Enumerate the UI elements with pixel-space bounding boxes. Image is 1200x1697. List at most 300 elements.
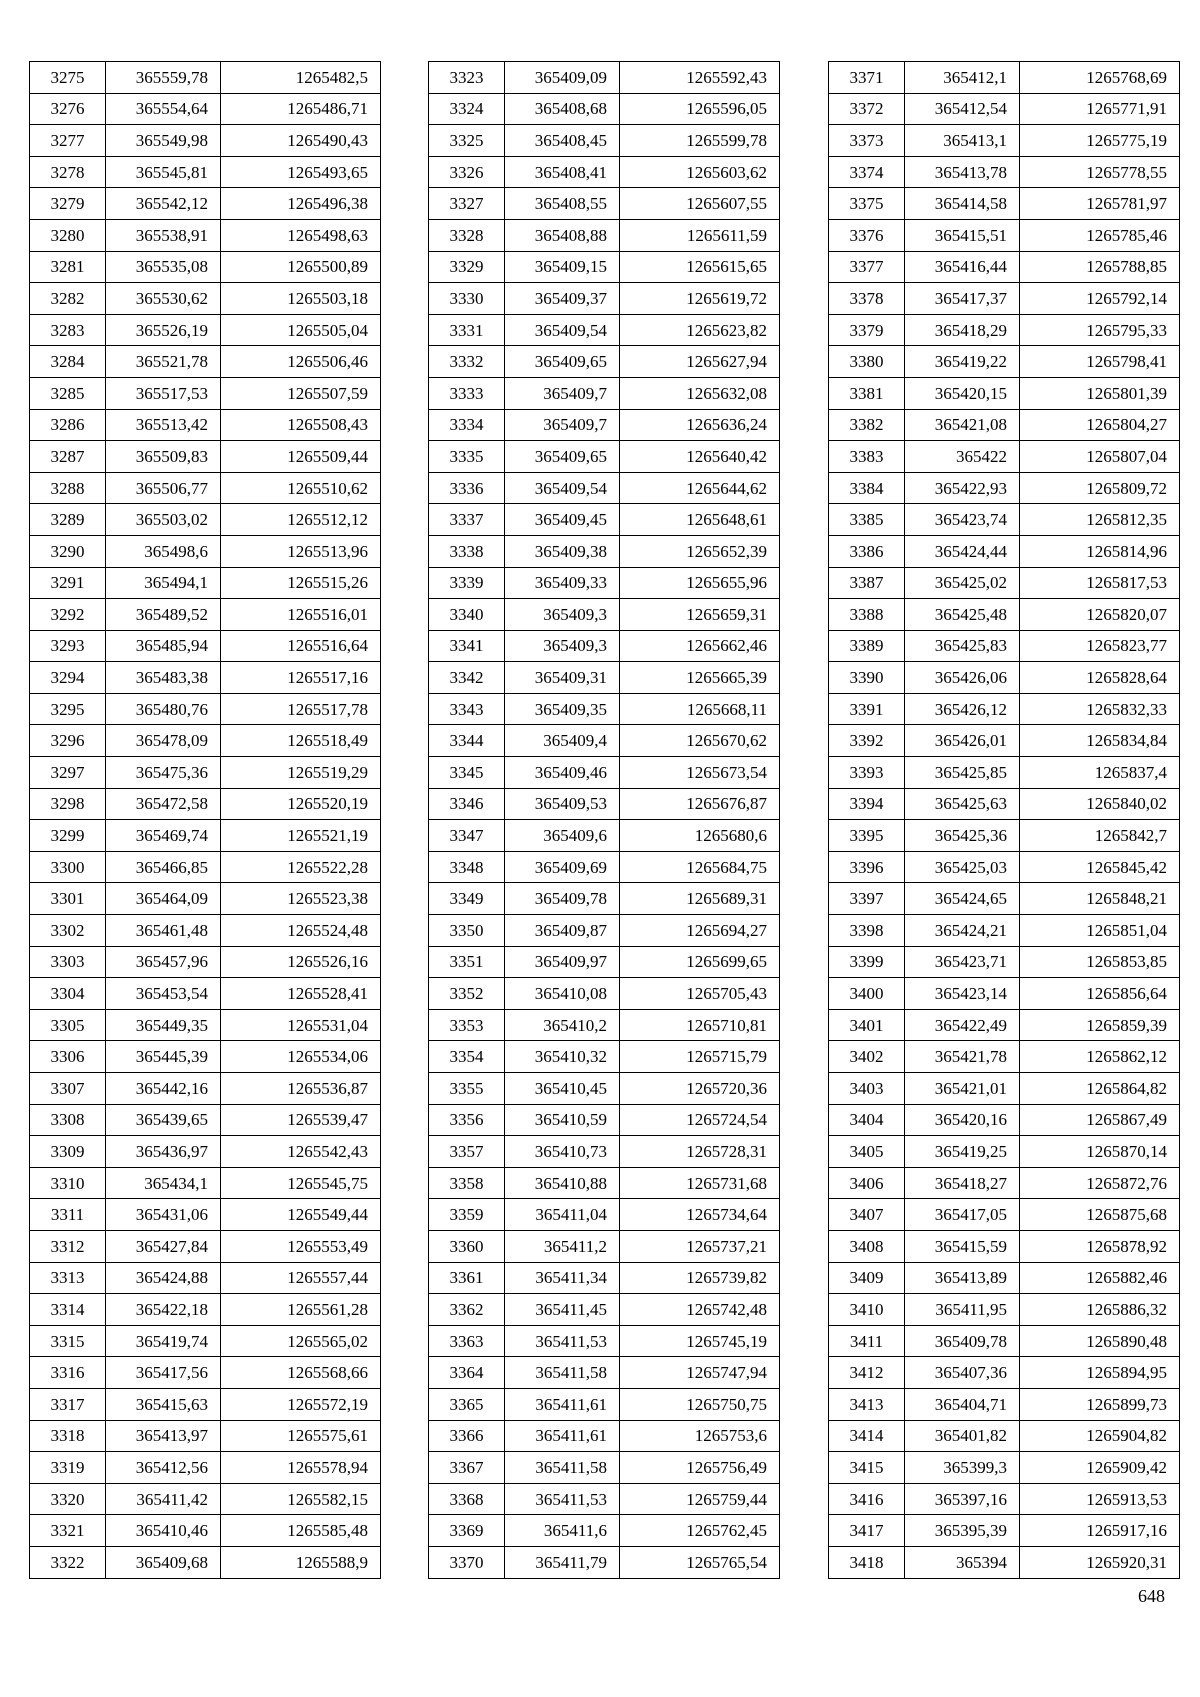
y-coordinate-cell: 1265565,02 (221, 1325, 381, 1357)
x-coordinate-cell: 365449,35 (106, 1009, 221, 1041)
point-number-cell: 3332 (429, 346, 505, 378)
y-coordinate-cell: 1265553,49 (221, 1230, 381, 1262)
y-coordinate-cell: 1265508,43 (221, 409, 381, 441)
table-row (829, 693, 1180, 725)
x-coordinate-cell: 365418,27 (905, 1167, 1020, 1199)
y-coordinate-cell: 1265644,62 (620, 472, 780, 504)
point-number-cell: 3305 (30, 1009, 106, 1041)
y-coordinate-cell: 1265872,76 (1020, 1167, 1180, 1199)
y-coordinate-cell: 1265536,87 (221, 1073, 381, 1105)
y-coordinate-cell: 1265498,63 (221, 219, 381, 251)
x-coordinate-cell: 365424,21 (905, 915, 1020, 947)
table-row (429, 1199, 780, 1231)
point-number-cell: 3316 (30, 1357, 106, 1389)
point-number-cell: 3297 (30, 757, 106, 789)
y-coordinate-cell: 1265545,75 (221, 1167, 381, 1199)
y-coordinate-cell: 1265756,49 (620, 1452, 780, 1484)
y-coordinate-cell: 1265778,55 (1020, 156, 1180, 188)
table-row (829, 283, 1180, 315)
point-number-cell: 3373 (829, 125, 905, 157)
y-coordinate-cell: 1265607,55 (620, 188, 780, 220)
table-row (429, 1388, 780, 1420)
table-row (30, 219, 381, 251)
table-row (829, 314, 1180, 346)
x-coordinate-cell: 365409,45 (505, 504, 620, 536)
point-number-cell: 3379 (829, 314, 905, 346)
point-number-cell: 3275 (30, 62, 106, 94)
y-coordinate-cell: 1265788,85 (1020, 251, 1180, 283)
x-coordinate-cell: 365485,94 (106, 630, 221, 662)
point-number-cell: 3404 (829, 1104, 905, 1136)
point-number-cell: 3411 (829, 1325, 905, 1357)
point-number-cell: 3378 (829, 283, 905, 315)
point-number-cell: 3356 (429, 1104, 505, 1136)
point-number-cell: 3285 (30, 377, 106, 409)
y-coordinate-cell: 1265512,12 (221, 504, 381, 536)
x-coordinate-cell: 365559,78 (106, 62, 221, 94)
point-number-cell: 3302 (30, 915, 106, 947)
table-row (429, 156, 780, 188)
table-row (429, 1452, 780, 1484)
table-row (829, 851, 1180, 883)
point-number-cell: 3353 (429, 1009, 505, 1041)
x-coordinate-cell: 365407,36 (905, 1357, 1020, 1389)
x-coordinate-cell: 365411,34 (505, 1262, 620, 1294)
table-row (429, 346, 780, 378)
table-body (429, 62, 780, 1579)
x-coordinate-cell: 365472,58 (106, 788, 221, 820)
x-coordinate-cell: 365517,53 (106, 377, 221, 409)
x-coordinate-cell: 365409,65 (505, 346, 620, 378)
table-row (429, 62, 780, 94)
point-number-cell: 3403 (829, 1073, 905, 1105)
point-number-cell: 3337 (429, 504, 505, 536)
y-coordinate-cell: 1265513,96 (221, 535, 381, 567)
x-coordinate-cell: 365509,83 (106, 441, 221, 473)
y-coordinate-cell: 1265739,82 (620, 1262, 780, 1294)
x-coordinate-cell: 365408,68 (505, 93, 620, 125)
y-coordinate-cell: 1265862,12 (1020, 1041, 1180, 1073)
y-coordinate-cell: 1265728,31 (620, 1136, 780, 1168)
x-coordinate-cell: 365411,61 (505, 1388, 620, 1420)
table-row (829, 251, 1180, 283)
table-row (829, 1073, 1180, 1105)
x-coordinate-cell: 365469,74 (106, 820, 221, 852)
y-coordinate-cell: 1265864,82 (1020, 1073, 1180, 1105)
x-coordinate-cell: 365424,88 (106, 1262, 221, 1294)
x-coordinate-cell: 365439,65 (106, 1104, 221, 1136)
table-row (30, 1515, 381, 1547)
y-coordinate-cell: 1265516,01 (221, 599, 381, 631)
table-row (829, 504, 1180, 536)
y-coordinate-cell: 1265486,71 (221, 93, 381, 125)
y-coordinate-cell: 1265875,68 (1020, 1199, 1180, 1231)
table-row (30, 283, 381, 315)
y-coordinate-cell: 1265518,49 (221, 725, 381, 757)
table-row (829, 1294, 1180, 1326)
point-number-cell: 3281 (30, 251, 106, 283)
y-coordinate-cell: 1265596,05 (620, 93, 780, 125)
table-row (829, 1136, 1180, 1168)
point-number-cell: 3327 (429, 188, 505, 220)
point-number-cell: 3388 (829, 599, 905, 631)
x-coordinate-cell: 365457,96 (106, 946, 221, 978)
y-coordinate-cell: 1265611,59 (620, 219, 780, 251)
y-coordinate-cell: 1265842,7 (1020, 820, 1180, 852)
y-coordinate-cell: 1265920,31 (1020, 1546, 1180, 1578)
table-row (30, 1073, 381, 1105)
point-number-cell: 3329 (429, 251, 505, 283)
y-coordinate-cell: 1265676,87 (620, 788, 780, 820)
x-coordinate-cell: 365411,53 (505, 1325, 620, 1357)
y-coordinate-cell: 1265534,06 (221, 1041, 381, 1073)
point-number-cell: 3396 (829, 851, 905, 883)
point-number-cell: 3360 (429, 1230, 505, 1262)
point-number-cell: 3412 (829, 1357, 905, 1389)
table-row (429, 851, 780, 883)
x-coordinate-cell: 365411,95 (905, 1294, 1020, 1326)
y-coordinate-cell: 1265506,46 (221, 346, 381, 378)
point-number-cell: 3368 (429, 1483, 505, 1515)
point-number-cell: 3370 (429, 1546, 505, 1578)
table-row (829, 1167, 1180, 1199)
table-row (30, 346, 381, 378)
point-number-cell: 3299 (30, 820, 106, 852)
table-row (429, 377, 780, 409)
point-number-cell: 3371 (829, 62, 905, 94)
table-row (30, 377, 381, 409)
x-coordinate-cell: 365409,09 (505, 62, 620, 94)
table-row (429, 535, 780, 567)
y-coordinate-cell: 1265840,02 (1020, 788, 1180, 820)
x-coordinate-cell: 365409,3 (505, 630, 620, 662)
x-coordinate-cell: 365425,03 (905, 851, 1020, 883)
point-number-cell: 3363 (429, 1325, 505, 1357)
y-coordinate-cell: 1265640,42 (620, 441, 780, 473)
point-number-cell: 3346 (429, 788, 505, 820)
x-coordinate-cell: 365421,08 (905, 409, 1020, 441)
x-coordinate-cell: 365419,25 (905, 1136, 1020, 1168)
x-coordinate-cell: 365483,38 (106, 662, 221, 694)
point-number-cell: 3361 (429, 1262, 505, 1294)
table-row (30, 662, 381, 694)
x-coordinate-cell: 365420,16 (905, 1104, 1020, 1136)
point-number-cell: 3304 (30, 978, 106, 1010)
point-number-cell: 3288 (30, 472, 106, 504)
table-row (429, 251, 780, 283)
y-coordinate-cell: 1265734,64 (620, 1199, 780, 1231)
table-row (829, 62, 1180, 94)
point-number-cell: 3401 (829, 1009, 905, 1041)
table-row (429, 883, 780, 915)
x-coordinate-cell: 365426,06 (905, 662, 1020, 694)
x-coordinate-cell: 365453,54 (106, 978, 221, 1010)
point-number-cell: 3328 (429, 219, 505, 251)
point-number-cell: 3406 (829, 1167, 905, 1199)
y-coordinate-cell: 1265648,61 (620, 504, 780, 536)
x-coordinate-cell: 365535,08 (106, 251, 221, 283)
table-row (429, 630, 780, 662)
x-coordinate-cell: 365411,42 (106, 1483, 221, 1515)
x-coordinate-cell: 365395,39 (905, 1515, 1020, 1547)
y-coordinate-cell: 1265507,59 (221, 377, 381, 409)
x-coordinate-cell: 365427,84 (106, 1230, 221, 1262)
y-coordinate-cell: 1265817,53 (1020, 567, 1180, 599)
table-row (30, 409, 381, 441)
table-body (30, 62, 381, 1579)
y-coordinate-cell: 1265516,64 (221, 630, 381, 662)
point-number-cell: 3369 (429, 1515, 505, 1547)
y-coordinate-cell: 1265801,39 (1020, 377, 1180, 409)
point-number-cell: 3292 (30, 599, 106, 631)
table-row (429, 725, 780, 757)
table-row (829, 409, 1180, 441)
y-coordinate-cell: 1265542,43 (221, 1136, 381, 1168)
y-coordinate-cell: 1265517,16 (221, 662, 381, 694)
point-number-cell: 3318 (30, 1420, 106, 1452)
x-coordinate-cell: 365410,88 (505, 1167, 620, 1199)
y-coordinate-cell: 1265521,19 (221, 820, 381, 852)
table-row (30, 946, 381, 978)
y-coordinate-cell: 1265742,48 (620, 1294, 780, 1326)
x-coordinate-cell: 365526,19 (106, 314, 221, 346)
y-coordinate-cell: 1265904,82 (1020, 1420, 1180, 1452)
x-coordinate-cell: 365422,49 (905, 1009, 1020, 1041)
x-coordinate-cell: 365399,3 (905, 1452, 1020, 1484)
point-number-cell: 3354 (429, 1041, 505, 1073)
point-number-cell: 3417 (829, 1515, 905, 1547)
table-row (30, 1546, 381, 1578)
table-row (829, 1104, 1180, 1136)
x-coordinate-cell: 365426,01 (905, 725, 1020, 757)
table-row (829, 883, 1180, 915)
point-number-cell: 3399 (829, 946, 905, 978)
x-coordinate-cell: 365408,45 (505, 125, 620, 157)
y-coordinate-cell: 1265519,29 (221, 757, 381, 789)
y-coordinate-cell: 1265561,28 (221, 1294, 381, 1326)
y-coordinate-cell: 1265747,94 (620, 1357, 780, 1389)
point-number-cell: 3278 (30, 156, 106, 188)
point-number-cell: 3357 (429, 1136, 505, 1168)
table-row (829, 630, 1180, 662)
table-row (30, 1325, 381, 1357)
table-row (429, 915, 780, 947)
y-coordinate-cell: 1265680,6 (620, 820, 780, 852)
x-coordinate-cell: 365415,51 (905, 219, 1020, 251)
table-row (30, 125, 381, 157)
y-coordinate-cell: 1265582,15 (221, 1483, 381, 1515)
x-coordinate-cell: 365408,41 (505, 156, 620, 188)
y-coordinate-cell: 1265870,14 (1020, 1136, 1180, 1168)
x-coordinate-cell: 365411,61 (505, 1420, 620, 1452)
table-row (829, 1325, 1180, 1357)
x-coordinate-cell: 365409,15 (505, 251, 620, 283)
y-coordinate-cell: 1265662,46 (620, 630, 780, 662)
point-number-cell: 3283 (30, 314, 106, 346)
point-number-cell: 3358 (429, 1167, 505, 1199)
point-number-cell: 3276 (30, 93, 106, 125)
x-coordinate-cell: 365425,85 (905, 757, 1020, 789)
table-row (429, 1073, 780, 1105)
x-coordinate-cell: 365417,56 (106, 1357, 221, 1389)
table-row (30, 978, 381, 1010)
y-coordinate-cell: 1265531,04 (221, 1009, 381, 1041)
point-number-cell: 3349 (429, 883, 505, 915)
x-coordinate-cell: 365415,59 (905, 1230, 1020, 1262)
x-coordinate-cell: 365411,58 (505, 1452, 620, 1484)
y-coordinate-cell: 1265853,85 (1020, 946, 1180, 978)
y-coordinate-cell: 1265652,39 (620, 535, 780, 567)
y-coordinate-cell: 1265882,46 (1020, 1262, 1180, 1294)
y-coordinate-cell: 1265599,78 (620, 125, 780, 157)
point-number-cell: 3387 (829, 567, 905, 599)
point-number-cell: 3317 (30, 1388, 106, 1420)
x-coordinate-cell: 365521,78 (106, 346, 221, 378)
point-number-cell: 3307 (30, 1073, 106, 1105)
y-coordinate-cell: 1265603,62 (620, 156, 780, 188)
x-coordinate-cell: 365410,46 (106, 1515, 221, 1547)
x-coordinate-cell: 365494,1 (106, 567, 221, 599)
point-number-cell: 3279 (30, 188, 106, 220)
x-coordinate-cell: 365513,42 (106, 409, 221, 441)
x-coordinate-cell: 365409,33 (505, 567, 620, 599)
x-coordinate-cell: 365409,97 (505, 946, 620, 978)
point-number-cell: 3314 (30, 1294, 106, 1326)
point-number-cell: 3309 (30, 1136, 106, 1168)
point-number-cell: 3291 (30, 567, 106, 599)
x-coordinate-cell: 365411,79 (505, 1546, 620, 1578)
y-coordinate-cell: 1265851,04 (1020, 915, 1180, 947)
point-number-cell: 3384 (829, 472, 905, 504)
x-coordinate-cell: 365413,89 (905, 1262, 1020, 1294)
x-coordinate-cell: 365408,55 (505, 188, 620, 220)
point-number-cell: 3410 (829, 1294, 905, 1326)
x-coordinate-cell: 365421,01 (905, 1073, 1020, 1105)
point-number-cell: 3311 (30, 1199, 106, 1231)
table-row (429, 1136, 780, 1168)
table-row (30, 820, 381, 852)
table-row (429, 599, 780, 631)
x-coordinate-cell: 365412,56 (106, 1452, 221, 1484)
x-coordinate-cell: 365503,02 (106, 504, 221, 536)
table-row (429, 978, 780, 1010)
x-coordinate-cell: 365422 (905, 441, 1020, 473)
x-coordinate-cell: 365409,6 (505, 820, 620, 852)
table-row (429, 441, 780, 473)
table-row (829, 1483, 1180, 1515)
x-coordinate-cell: 365411,45 (505, 1294, 620, 1326)
point-number-cell: 3320 (30, 1483, 106, 1515)
y-coordinate-cell: 1265522,28 (221, 851, 381, 883)
table-row (30, 1262, 381, 1294)
table-row (30, 1041, 381, 1073)
point-number-cell: 3345 (429, 757, 505, 789)
x-coordinate-cell: 365412,1 (905, 62, 1020, 94)
x-coordinate-cell: 365442,16 (106, 1073, 221, 1105)
y-coordinate-cell: 1265673,54 (620, 757, 780, 789)
x-coordinate-cell: 365464,09 (106, 883, 221, 915)
point-number-cell: 3326 (429, 156, 505, 188)
y-coordinate-cell: 1265668,11 (620, 693, 780, 725)
table-row (429, 125, 780, 157)
point-number-cell: 3348 (429, 851, 505, 883)
y-coordinate-cell: 1265490,43 (221, 125, 381, 157)
table-row (30, 851, 381, 883)
table-row (30, 788, 381, 820)
point-number-cell: 3407 (829, 1199, 905, 1231)
point-number-cell: 3315 (30, 1325, 106, 1357)
point-number-cell: 3319 (30, 1452, 106, 1484)
x-coordinate-cell: 365538,91 (106, 219, 221, 251)
point-number-cell: 3390 (829, 662, 905, 694)
table-row (30, 1294, 381, 1326)
point-number-cell: 3372 (829, 93, 905, 125)
point-number-cell: 3312 (30, 1230, 106, 1262)
point-number-cell: 3339 (429, 567, 505, 599)
table-row (829, 472, 1180, 504)
table-row (829, 725, 1180, 757)
y-coordinate-cell: 1265745,19 (620, 1325, 780, 1357)
y-coordinate-cell: 1265670,62 (620, 725, 780, 757)
table-row (829, 219, 1180, 251)
point-number-cell: 3296 (30, 725, 106, 757)
x-coordinate-cell: 365409,69 (505, 851, 620, 883)
y-coordinate-cell: 1265785,46 (1020, 219, 1180, 251)
x-coordinate-cell: 365409,78 (905, 1325, 1020, 1357)
table-row (829, 1388, 1180, 1420)
table-row (429, 946, 780, 978)
table-row (30, 567, 381, 599)
x-coordinate-cell: 365423,74 (905, 504, 1020, 536)
point-number-cell: 3413 (829, 1388, 905, 1420)
table-row (429, 788, 780, 820)
x-coordinate-cell: 365549,98 (106, 125, 221, 157)
point-number-cell: 3293 (30, 630, 106, 662)
y-coordinate-cell: 1265689,31 (620, 883, 780, 915)
y-coordinate-cell: 1265684,75 (620, 851, 780, 883)
x-coordinate-cell: 365445,39 (106, 1041, 221, 1073)
x-coordinate-cell: 365409,38 (505, 535, 620, 567)
table-row (429, 1262, 780, 1294)
x-coordinate-cell: 365409,78 (505, 883, 620, 915)
table-row (429, 757, 780, 789)
x-coordinate-cell: 365410,08 (505, 978, 620, 1010)
table-row (829, 125, 1180, 157)
point-number-cell: 3397 (829, 883, 905, 915)
point-number-cell: 3287 (30, 441, 106, 473)
point-number-cell: 3416 (829, 1483, 905, 1515)
x-coordinate-cell: 365411,58 (505, 1357, 620, 1389)
table-row (30, 314, 381, 346)
table-row (829, 1199, 1180, 1231)
table-row (829, 915, 1180, 947)
x-coordinate-cell: 365423,14 (905, 978, 1020, 1010)
point-number-cell: 3382 (829, 409, 905, 441)
point-number-cell: 3284 (30, 346, 106, 378)
y-coordinate-cell: 1265510,62 (221, 472, 381, 504)
y-coordinate-cell: 1265588,9 (221, 1546, 381, 1578)
coordinate-table-1 (29, 61, 381, 1579)
x-coordinate-cell: 365411,53 (505, 1483, 620, 1515)
table-row (829, 599, 1180, 631)
y-coordinate-cell: 1265539,47 (221, 1104, 381, 1136)
table-row (829, 441, 1180, 473)
y-coordinate-cell: 1265820,07 (1020, 599, 1180, 631)
x-coordinate-cell: 365419,74 (106, 1325, 221, 1357)
x-coordinate-cell: 365409,37 (505, 283, 620, 315)
x-coordinate-cell: 365417,37 (905, 283, 1020, 315)
table-row (429, 662, 780, 694)
